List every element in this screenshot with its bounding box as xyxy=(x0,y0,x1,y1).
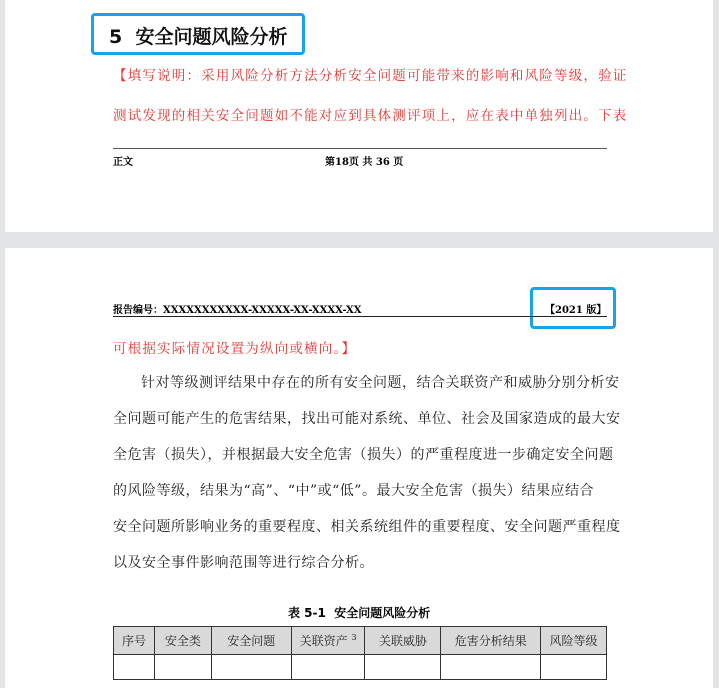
table-cell[interactable] xyxy=(114,655,155,680)
col-header: 安全问题 xyxy=(211,627,291,655)
col-header-text: 关联资产 xyxy=(299,634,348,648)
report-number: 报告编号：XXXXXXXXXXX-XXXXX-XX-XXXX-XX xyxy=(113,305,362,316)
col-header: 风险等级 xyxy=(541,627,607,655)
page-number: 第18页 共 36 页 xyxy=(325,157,404,168)
paragraph-line: 的风险等级，结果为“高”、“中”或“低”。最大安全危害（损失）结果应结合 xyxy=(113,483,594,499)
table-cell[interactable] xyxy=(291,655,365,680)
col-header xyxy=(291,627,365,655)
col-header: 序号 xyxy=(114,627,155,655)
paragraph-line: 安全问题所影响业务的重要程度、相关系统组件的重要程度、安全问题严重程度 xyxy=(113,519,621,535)
paragraph-line: 以及安全事件影响范围等进行综合分析。 xyxy=(113,555,374,571)
heading-text: 安全问题风险分析 xyxy=(135,26,288,48)
table-cell[interactable] xyxy=(365,655,441,680)
table-caption: 表 5-1 安全问题风险分析 xyxy=(288,606,431,620)
footnote-mark: 3 xyxy=(351,633,357,642)
table-cell[interactable] xyxy=(541,655,607,680)
section-heading xyxy=(109,22,287,49)
footer-left: 正文 xyxy=(113,157,133,168)
col-header: 关联威胁 xyxy=(365,627,441,655)
paragraph-line: 全危害（损失），并根据最大安全危害（损失）的严重程度进一步确定安全问题 xyxy=(113,447,614,463)
footer-rule xyxy=(113,148,607,149)
page-18 xyxy=(5,0,713,232)
heading-number: 5 xyxy=(109,26,123,48)
risk-analysis-table xyxy=(113,626,607,680)
body-paragraph xyxy=(113,365,621,581)
col-header: 危害分析结果 xyxy=(441,627,541,655)
table-row xyxy=(114,655,607,680)
page-19 xyxy=(5,248,713,688)
version-label: 【2021 版】 xyxy=(545,305,607,316)
table-cell[interactable] xyxy=(154,655,211,680)
paragraph-line: 全问题可能产生的危害结果，找出可能对系统、单位、社会及国家造成的最大安 xyxy=(113,411,621,427)
table-header-row xyxy=(114,627,607,655)
fill-note-line: 【填写说明：采用风险分析方法分析安全问题可能带来的影响和风险等级，验证 xyxy=(113,68,628,84)
col-header: 安全类 xyxy=(154,627,211,655)
fill-note-line: 测试发现的相关安全问题如不能对应到具体测评项上，应在表中单独列出。下表 xyxy=(113,108,628,124)
header-rule xyxy=(113,316,607,317)
table-cell[interactable] xyxy=(441,655,541,680)
paragraph-line: 针对等级测评结果中存在的所有安全问题，结合关联资产和威胁分别分析安 xyxy=(141,375,620,391)
table-cell[interactable] xyxy=(211,655,291,680)
fill-note-continued: 可根据实际情况设置为纵向或横向。】 xyxy=(113,341,357,357)
